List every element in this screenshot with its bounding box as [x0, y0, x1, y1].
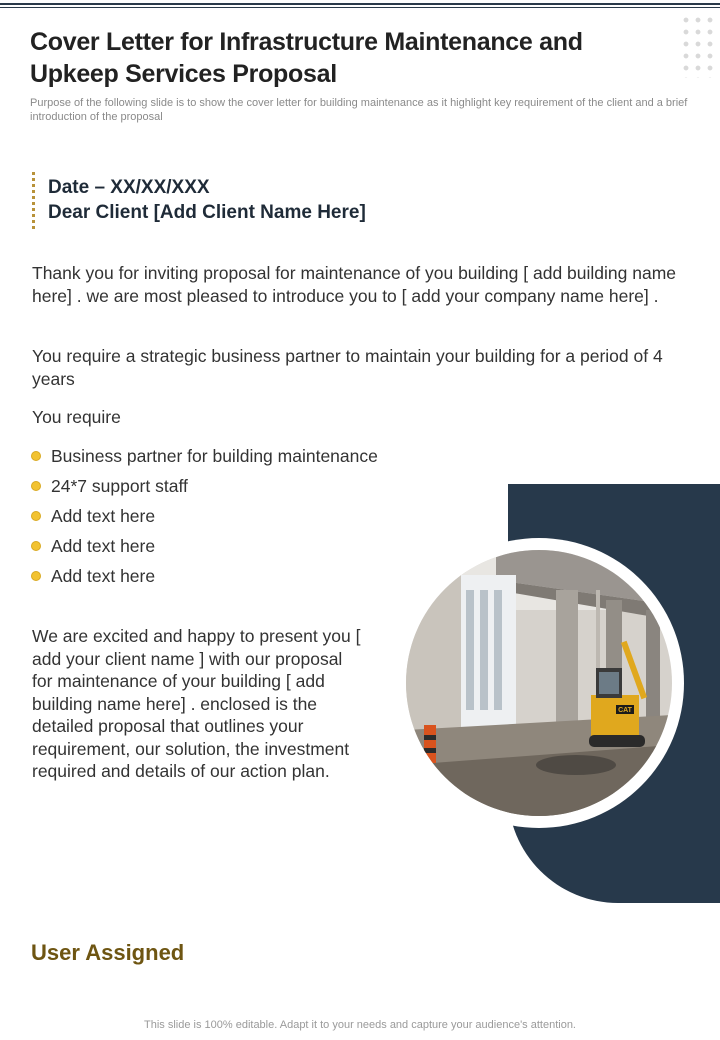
user-assigned-label: User Assigned — [31, 940, 185, 965]
bullet-icon — [32, 482, 40, 490]
letter-paragraph-closing: We are excited and happy to present you [ add your client name ] with our proposal for maintenance of your building [ add building name here] . enclosed is the detailed proposal that outlines your requirement, our solution, the investment required and details of our action plan. — [32, 626, 361, 781]
bullet-icon — [32, 572, 40, 580]
top-rule — [0, 3, 720, 5]
decorative-dot-grid — [680, 14, 716, 78]
list-item-text: Add text here — [51, 566, 156, 586]
letter-header — [32, 172, 452, 229]
list-item — [32, 565, 452, 595]
letter-paragraph-you-require: You require — [32, 407, 121, 427]
bullet-icon — [32, 542, 40, 550]
bullet-icon — [32, 452, 40, 460]
letter-paragraph-requirement: You require a strategic business partner to maintain your building for a period of 4 years — [32, 346, 663, 389]
list-item — [32, 475, 452, 505]
list-item — [32, 535, 452, 565]
page-title: Cover Letter for Infrastructure Maintenance and Upkeep Services Proposal — [30, 28, 583, 88]
list-item-text: Business partner for building maintenance — [51, 446, 378, 466]
list-item-text: Add text here — [51, 536, 156, 556]
footer-note: This slide is 100% editable. Adapt it to your needs and capture your audience's attention. — [144, 1019, 576, 1031]
page-subtitle: Purpose of the following slide is to show the cover letter for building maintenance as it highlight key requirement of the client and a brief introduction of the proposal — [30, 97, 688, 123]
excavator-badge: CAT — [618, 707, 632, 714]
bullet-icon — [32, 512, 40, 520]
letter-date: Date – XX/XX/XXX — [48, 177, 210, 198]
construction-site-photo — [406, 550, 672, 816]
letter-salutation: Dear Client [Add Client Name Here] — [48, 202, 366, 223]
letter-paragraph-intro: Thank you for inviting proposal for maintenance of you building [ add building name here] . we are most pleased to introduce you to [ add your company name here] . — [32, 263, 677, 306]
list-item-text: 24*7 support staff — [51, 476, 188, 496]
list-item-text: Add text here — [51, 506, 156, 526]
list-item — [32, 445, 452, 475]
requirements-list — [32, 445, 452, 595]
list-item — [32, 505, 452, 535]
top-rule-thin — [0, 7, 720, 8]
